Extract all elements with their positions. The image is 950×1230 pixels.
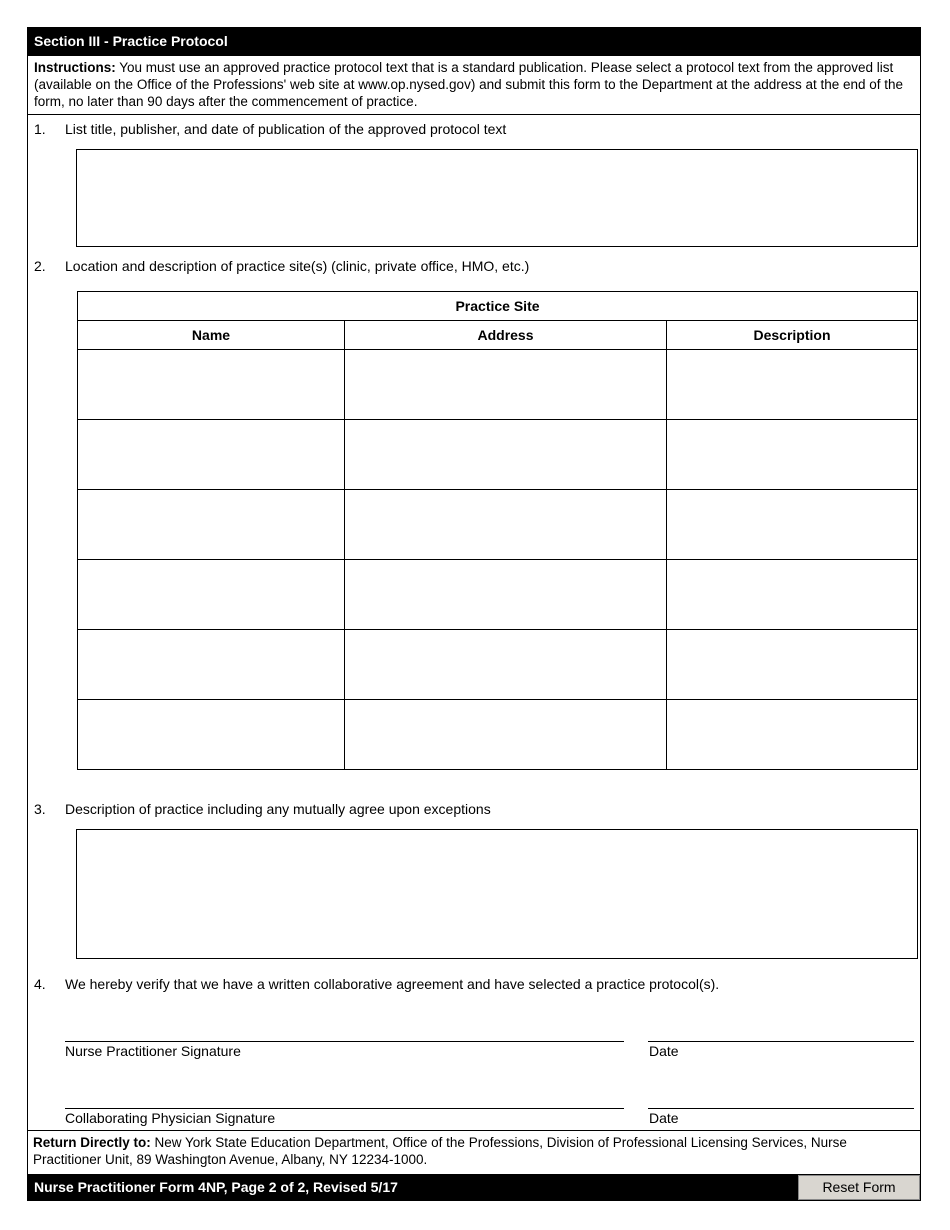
site-address-field[interactable] — [345, 490, 667, 560]
section-header — [28, 28, 920, 56]
instructions-text: You must use an approved practice protocol text that is a standard publication. Please select a protocol text from the approved list (available on the Office of the Professions' web site at www.op.nysed.gov) and submit this form to the Department at the address at the end of the form, no later than 90 days after the commencement of practice. — [34, 60, 904, 109]
question-3-number: 3. — [34, 801, 46, 817]
question-1-text: List title, publisher, and date of publication of the approved protocol text — [65, 121, 507, 137]
divider — [28, 1130, 920, 1131]
return-text: New York State Education Department, Office of the Professions, Division of Professional Licensing Services, Nurse Practitioner Unit, 89 Washington Avenue, Albany, NY 12234-1000. — [33, 1135, 847, 1167]
table-row — [78, 420, 918, 490]
question-3-text: Description of practice including any mutually agree upon exceptions — [65, 801, 491, 817]
site-address-field[interactable] — [345, 630, 667, 700]
reset-form-button[interactable]: Reset Form — [798, 1175, 920, 1200]
site-description-field[interactable] — [667, 560, 918, 630]
question-4-number: 4. — [34, 976, 46, 992]
practice-site-title: Practice Site — [78, 292, 918, 321]
np-signature-label: Nurse Practitioner Signature — [65, 1043, 241, 1059]
return-label: Return Directly to: — [33, 1135, 151, 1150]
site-name-field[interactable] — [78, 490, 345, 560]
site-name-field[interactable] — [78, 700, 345, 770]
site-description-field[interactable] — [667, 350, 918, 420]
site-address-field[interactable] — [345, 350, 667, 420]
table-row — [78, 560, 918, 630]
table-row — [78, 490, 918, 560]
divider — [28, 114, 920, 115]
return-address — [33, 1134, 913, 1168]
table-row — [78, 350, 918, 420]
form-page — [27, 27, 921, 1201]
column-header-name: Name — [78, 321, 345, 350]
question-1-number: 1. — [34, 121, 46, 137]
question-4-text: We hereby verify that we have a written collaborative agreement and have selected a practice protocol(s). — [65, 976, 720, 992]
site-address-field[interactable] — [345, 700, 667, 770]
np-signature-line[interactable] — [65, 1041, 624, 1042]
site-description-field[interactable] — [667, 490, 918, 560]
site-name-field[interactable] — [78, 560, 345, 630]
footer-bar — [28, 1174, 920, 1201]
np-date-line[interactable] — [648, 1041, 914, 1042]
table-row — [78, 700, 918, 770]
table-row — [78, 630, 918, 700]
physician-signature-line[interactable] — [65, 1108, 624, 1109]
question-2-number: 2. — [34, 258, 46, 274]
physician-signature-label: Collaborating Physician Signature — [65, 1110, 276, 1126]
practice-site-table — [77, 291, 918, 770]
question-2-text: Location and description of practice site(s) (clinic, private office, HMO, etc.) — [65, 258, 530, 274]
site-description-field[interactable] — [667, 630, 918, 700]
site-address-field[interactable] — [345, 420, 667, 490]
instructions — [34, 59, 918, 110]
site-name-field[interactable] — [78, 630, 345, 700]
physician-date-line[interactable] — [648, 1108, 914, 1109]
np-date-label: Date — [649, 1043, 679, 1059]
site-name-field[interactable] — [78, 420, 345, 490]
practice-description-field[interactable] — [76, 829, 918, 959]
site-name-field[interactable] — [78, 350, 345, 420]
instructions-label: Instructions: — [34, 60, 116, 75]
protocol-text-field[interactable] — [76, 149, 918, 247]
site-description-field[interactable] — [667, 420, 918, 490]
form-identifier: Nurse Practitioner Form 4NP, Page 2 of 2, Revised 5/17 — [34, 1179, 398, 1195]
site-address-field[interactable] — [345, 560, 667, 630]
column-header-description: Description — [667, 321, 918, 350]
column-header-address: Address — [345, 321, 667, 350]
physician-date-label: Date — [649, 1110, 679, 1126]
site-description-field[interactable] — [667, 700, 918, 770]
section-title: Section III - Practice Protocol — [34, 33, 228, 49]
